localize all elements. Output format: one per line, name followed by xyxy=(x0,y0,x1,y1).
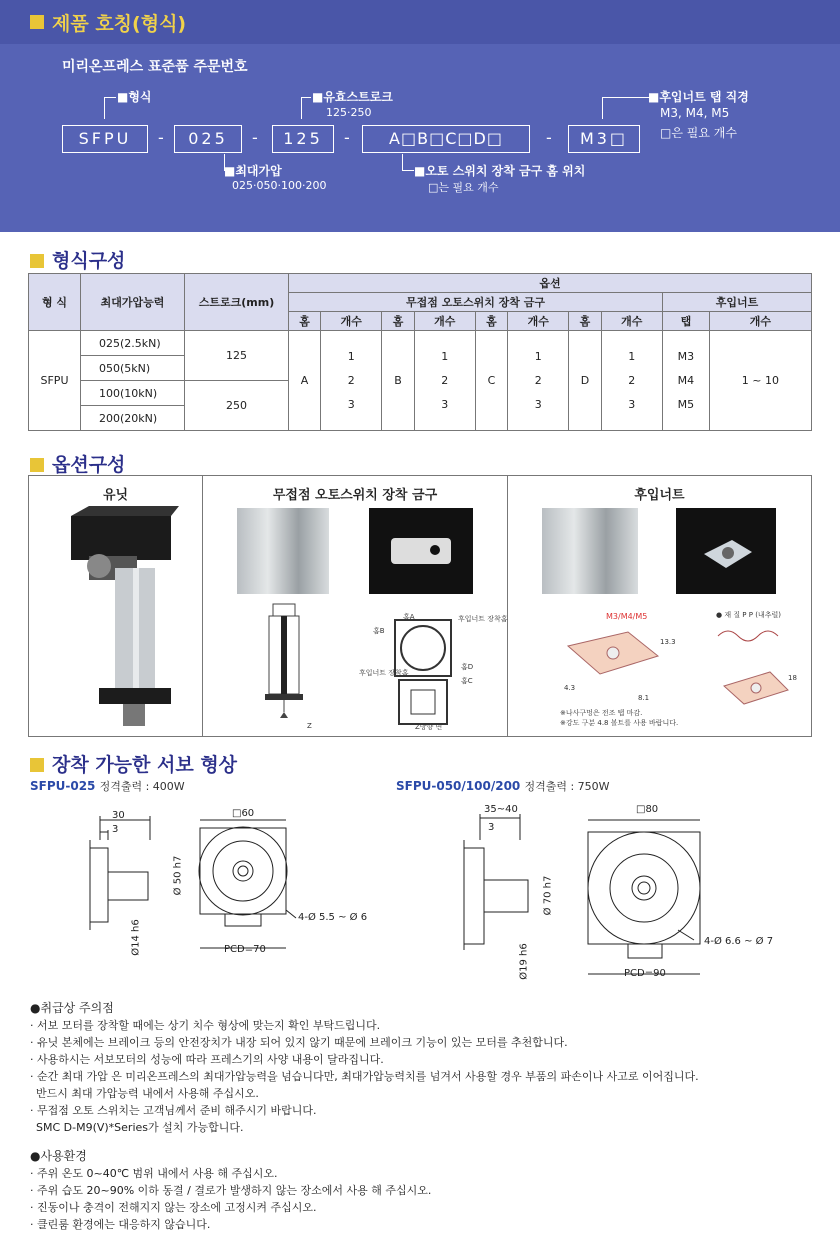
nut-photo-1 xyxy=(542,508,638,594)
label-stroke-sub: 125·250 xyxy=(326,106,372,119)
count-value: 2 xyxy=(441,373,449,387)
square-bullet-icon xyxy=(30,254,44,268)
caution-line: · 순간 최대 가압 은 미리온프레스의 최대가압능력을 넘습니다만, 최대가압능력치를 넘겨서 사용할 경우 부품의 파손이나 사고로 이어집니다. xyxy=(30,1070,699,1083)
env-title: ●사용환경 xyxy=(30,1149,87,1163)
label-nut: ■후입너트 탭 직경 xyxy=(648,90,749,104)
square-bullet-icon xyxy=(30,15,44,29)
cell-nut-count: 1 ~ 10 xyxy=(709,331,811,431)
cell-stroke: 250 xyxy=(185,381,289,431)
th-option: 옵션 xyxy=(289,274,812,293)
servo-model-right xyxy=(396,778,610,794)
count-value: 1 xyxy=(628,349,636,363)
th-count: 개수 xyxy=(321,312,382,331)
option-switch-title: 무접점 오토스위치 장착 금구 xyxy=(272,488,438,503)
square-bullet-icon xyxy=(30,458,44,472)
cell-groove: D xyxy=(569,331,601,431)
label-nut-sub1: M3, M4, M5 xyxy=(660,106,730,120)
cell-groove: C xyxy=(475,331,507,431)
servo-drawing-right xyxy=(456,800,796,990)
dim-label: 35~40 xyxy=(484,804,518,815)
order-number-panel xyxy=(0,44,840,232)
section-header-option-config xyxy=(30,450,125,477)
tap-value: M3 xyxy=(677,349,695,363)
cell-taps xyxy=(663,331,710,431)
cell-counts xyxy=(414,331,475,431)
label-dim: 4.3 xyxy=(564,684,576,692)
th-count: 개수 xyxy=(508,312,569,331)
cell-press: 025(2.5kN) xyxy=(81,331,185,356)
code-box-nut: M3□ xyxy=(568,125,640,153)
section-title: 옵션구성 xyxy=(52,454,126,476)
label-type: ■형식 xyxy=(117,90,152,104)
servo-power: 정격출력 : 400W xyxy=(99,780,185,793)
dim-label: Ø19 h6 xyxy=(518,943,530,980)
dim-label: Ø 70 h7 xyxy=(542,875,554,916)
count-value: 3 xyxy=(441,397,449,411)
panel-title: 미리온프레스 표준품 주문번호 xyxy=(62,59,248,75)
th-type: 형 식 xyxy=(29,274,81,331)
count-value: 3 xyxy=(534,397,542,411)
th-groove: 홈 xyxy=(475,312,507,331)
label-stroke: ■유효스트로크 xyxy=(312,90,393,104)
th-max-press: 최대가압능력 xyxy=(81,274,185,331)
section-header-product-name xyxy=(0,0,840,44)
cell-groove: A xyxy=(289,331,321,431)
option-nut-title: 후입너트 xyxy=(634,488,685,503)
count-value: 1 xyxy=(347,349,355,363)
dim-label: PCD=90 xyxy=(624,968,666,979)
option-nut xyxy=(508,476,811,736)
square-bullet-icon xyxy=(30,758,44,772)
dim-label: PCD=70 xyxy=(224,944,266,955)
dash: - xyxy=(546,128,552,147)
bracket-photo-2 xyxy=(369,508,473,594)
th-count: 개수 xyxy=(709,312,811,331)
tap-value: M4 xyxy=(677,373,695,387)
cell-counts xyxy=(508,331,569,431)
option-switch-bracket xyxy=(203,476,508,736)
count-value: 2 xyxy=(628,373,636,387)
th-groove: 홈 xyxy=(382,312,414,331)
th-nut: 후입너트 xyxy=(663,293,812,312)
caution-line: · 무접점 오토 스위치는 고객님께서 준비 해주시기 바랍니다. xyxy=(30,1104,317,1117)
nut-photo-2 xyxy=(676,508,776,594)
servo-model-name: SFPU-025 xyxy=(30,779,96,793)
servo-power: 정격출력 : 750W xyxy=(524,780,610,793)
env-line: · 주위 온도 0~40℃ 범위 내에서 사용 해 주십시오. xyxy=(30,1167,278,1180)
count-value: 2 xyxy=(347,373,355,387)
cell-groove: B xyxy=(382,331,414,431)
env-line: · 클린룸 환경에는 대응하지 않습니다. xyxy=(30,1218,211,1231)
dim-label: Ø14 h6 xyxy=(130,919,142,956)
cell-stroke: 125 xyxy=(185,331,289,381)
label-press: ■최대가압 xyxy=(224,164,282,178)
section-title: 형식구성 xyxy=(52,250,126,272)
servo-model-name: SFPU-050/100/200 xyxy=(396,779,521,793)
th-stroke: 스트로크(mm) xyxy=(185,274,289,331)
label-groove-c: 홈C xyxy=(461,677,473,685)
option-config-panel xyxy=(28,475,812,737)
label-material: ● 재 질 P P (내추럴) xyxy=(716,611,781,619)
code-box-stroke: 125 xyxy=(272,125,334,153)
nut-note: ※강도 구분 4.8 볼트를 사용 바랍니다. xyxy=(560,719,679,727)
section-header-servo xyxy=(30,750,237,777)
label-nut-mount: 후입너트 장착홈 xyxy=(458,615,508,623)
caution-line: 반드시 최대 가압능력 내에서 사용해 주십시오. xyxy=(36,1087,259,1100)
label-groove-d: 홈D xyxy=(461,663,474,671)
press-unit-image xyxy=(29,506,203,736)
caution-line: SMC D-M9(V)*Series가 설치 가능합니다. xyxy=(36,1121,244,1134)
count-value: 2 xyxy=(534,373,542,387)
count-value: 1 xyxy=(534,349,542,363)
cell-counts xyxy=(601,331,663,431)
cell-counts xyxy=(321,331,382,431)
label-press-sub: 025·050·100·200 xyxy=(232,179,327,192)
label-switch-sub: □는 필요 개수 xyxy=(428,181,499,194)
servo-model-left xyxy=(30,778,185,794)
nut-diagram xyxy=(508,616,808,726)
code-box-press: 025 xyxy=(174,125,242,153)
count-value: 3 xyxy=(347,397,355,411)
section-header-type-config xyxy=(30,246,125,273)
tap-value: M5 xyxy=(677,397,695,411)
caution-line: · 서보 모터를 장착할 때에는 상기 치수 형상에 맞는지 확인 부탁드립니다. xyxy=(30,1019,381,1032)
label-nut-mount: 후입너트 장착홈 xyxy=(359,669,409,677)
dim-label: □60 xyxy=(232,808,255,819)
label-switch: ■오토 스위치 장착 금구 홈 위치 xyxy=(414,164,586,178)
dash: - xyxy=(344,128,350,147)
dim-label: 3 xyxy=(488,822,495,833)
label-nut-size: M3/M4/M5 xyxy=(606,612,648,621)
cell-press: 050(5kN) xyxy=(81,356,185,381)
cell-press: 200(20kN) xyxy=(81,406,185,431)
caution-title: ●취급상 주의점 xyxy=(30,1001,114,1015)
dash: - xyxy=(252,128,258,147)
th-tap: 탭 xyxy=(663,312,710,331)
th-count: 개수 xyxy=(601,312,663,331)
dash: - xyxy=(158,128,164,147)
bracket-photo-1 xyxy=(237,508,329,594)
th-count: 개수 xyxy=(414,312,475,331)
cell-press: 100(10kN) xyxy=(81,381,185,406)
caution-notes xyxy=(30,1000,699,1136)
label-dim: 18 xyxy=(788,674,797,682)
type-config-table xyxy=(28,273,812,431)
count-value: 3 xyxy=(628,397,636,411)
label-z: Z xyxy=(307,722,312,730)
option-unit-title: 유닛 xyxy=(102,488,129,503)
label-groove-b: 홈B xyxy=(373,627,385,635)
label-groove-a: 홈A xyxy=(403,613,415,621)
code-box-switch: A□B□C□D□ xyxy=(362,125,530,153)
dim-label: 4-Ø 5.5 ~ Ø 6 xyxy=(298,912,368,923)
dim-label: 30 xyxy=(112,810,125,821)
cell-type: SFPU xyxy=(29,331,81,431)
dim-label: □80 xyxy=(636,804,659,815)
servo-drawing-left xyxy=(60,800,380,980)
caution-line: · 유닛 본체에는 브레이크 등의 안전장치가 내장 되어 있지 않기 때문에 브레이크 기능이 있는 모터를 추천합니다. xyxy=(30,1036,568,1049)
dim-label: 4-Ø 6.6 ~ Ø 7 xyxy=(704,936,774,947)
caution-line: · 사용하시는 서보모터의 성능에 따라 프레스기의 사양 내용이 달라집니다. xyxy=(30,1053,384,1066)
label-nut-sub2: □은 필요 개수 xyxy=(660,126,737,140)
option-unit xyxy=(29,476,203,736)
th-groove: 홈 xyxy=(289,312,321,331)
section-title: 제품 호칭(형식) xyxy=(52,13,187,35)
th-groove: 홈 xyxy=(569,312,601,331)
th-switch-bracket: 무접점 오토스위치 장착 금구 xyxy=(289,293,663,312)
label-dim: 8.1 xyxy=(638,694,650,702)
dim-label: 3 xyxy=(112,824,119,835)
section-title: 장착 가능한 서보 형상 xyxy=(52,754,238,776)
env-line: · 진동이나 충격이 전해지지 않는 장소에 고정시켜 주십시오. xyxy=(30,1201,317,1214)
label-z-view: Z방향 면 xyxy=(415,723,443,731)
dim-label: Ø 50 h7 xyxy=(172,855,184,896)
environment-notes xyxy=(30,1148,431,1233)
env-line: · 주위 습도 20~90% 이하 동결 / 결로가 발생하지 않는 장소에서 사용 해 주십시오. xyxy=(30,1184,432,1197)
label-dim: 13.3 xyxy=(660,638,676,646)
code-box-type: SFPU xyxy=(62,125,148,153)
nut-note: ※나사구멍은 전조 탭 마감. xyxy=(560,709,643,717)
count-value: 1 xyxy=(441,349,449,363)
